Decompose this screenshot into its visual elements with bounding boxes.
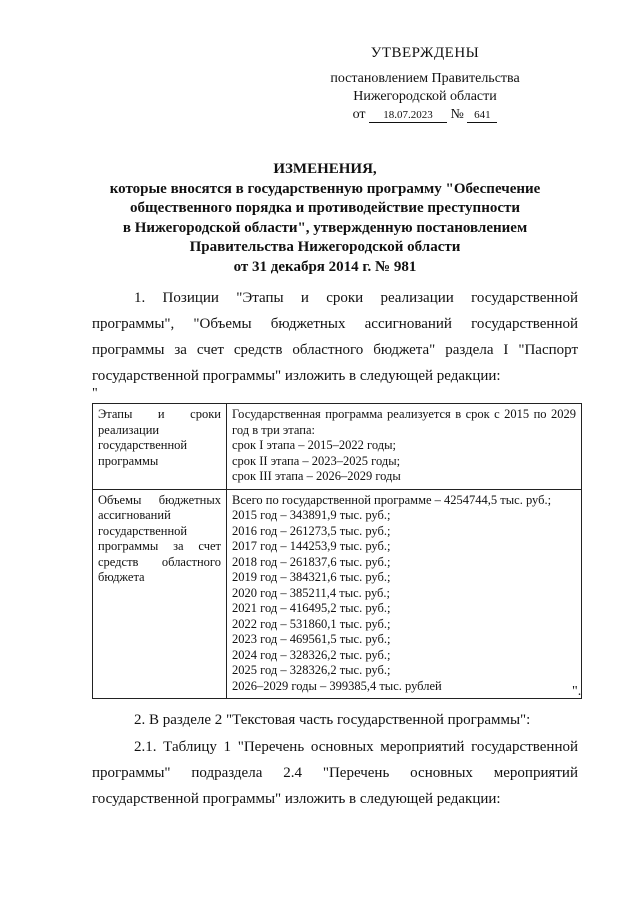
heading-line: от 31 декабря 2014 г. № 981 [233,258,417,275]
budget-year: 2015 год – 343891,9 тыс. руб.; [232,508,391,522]
heading-line: Правительства Нижегородской области [189,239,461,255]
approval-title: УТВЕРЖДЕНЫ [370,45,480,61]
budget-year: 2024 год – 328326,2 тыс. руб.; [232,647,391,662]
heading-line: которые вносятся в государственную программу "Обеспечение [109,180,541,197]
stages-intro: Государственная программа реализуется в срок с 2015 по 2029 год в три этапа: [232,407,576,437]
budget-year: 2022 год – 531860,1 тыс. руб.; [232,616,391,631]
budget-total: Всего по государственной программе – 4254744,5 тыс. руб.; [232,492,552,507]
budget-year: 2021 год – 416495,2 тыс. руб.; [232,601,391,615]
budget-year: 2023 год – 469561,5 тыс. руб.; [232,632,391,646]
row-value-stages [227,404,582,490]
approval-line-2: Нижегородской области [353,89,497,104]
budget-year: 2016 год – 261273,5 тыс. руб.; [232,523,391,538]
passport-table [92,403,582,699]
budget-year: 2026–2029 годы – 399385,4 тыс. рублей [232,678,442,693]
heading-line: ИЗМЕНЕНИЯ, [273,161,377,177]
approval-line-1: постановлением Правительства [330,71,520,86]
date-prefix: от [352,107,366,122]
budget-year: 2018 год – 261837,6 тыс. руб.; [232,554,391,569]
document-heading [80,160,570,277]
row-value-budget [227,489,582,699]
heading-line: общественного порядка и противодействие преступности [129,200,521,216]
budget-year: 2019 год – 384321,6 тыс. руб.; [232,570,391,584]
stage-item: срок III этапа – 2026–2029 годы [232,469,401,483]
number-sign: № [450,107,464,122]
paragraph-1: 1. Позиции "Этапы и сроки реализации государственной программы", "Объемы бюджетных ассигнований государственной программы за счет средств областного бюджета" раздела I "Паспорт государственной программы" изложить в следующей редакции: [92,290,578,384]
approval-date: 18.07.2023 [369,108,447,123]
budget-year: 2025 год – 328326,2 тыс. руб.; [232,663,391,677]
stage-item: срок I этапа – 2015–2022 годы; [232,438,396,452]
budget-year: 2017 год – 144253,9 тыс. руб.; [232,539,391,553]
row-label-budget: Объемы бюджетных ассигнований государственной программы за счет средств областного бюджета [93,489,227,699]
approval-number: 641 [467,108,497,123]
table-row [93,404,582,490]
budget-year: 2020 год – 385211,4 тыс. руб.; [232,585,391,600]
row-label-stages: Этапы и сроки реализации государственной программы [93,404,227,490]
quote-close: ". [572,684,582,699]
paragraph-2: 2. В разделе 2 "Текстовая часть государственной программы": [134,712,531,728]
table-row [93,489,582,699]
approval-date-line [300,106,550,124]
stage-item: срок II этапа – 2023–2025 годы; [232,453,401,468]
quote-open: " [92,386,98,401]
heading-line: в Нижегородской области", утвержденную постановлением [122,219,528,236]
paragraph-3: 2.1. Таблицу 1 "Перечень основных мероприятий государственной программы" подраздела 2.4 "Перечень основных мероприятий государственной программы" изложить в следующей редакции: [92,739,578,807]
